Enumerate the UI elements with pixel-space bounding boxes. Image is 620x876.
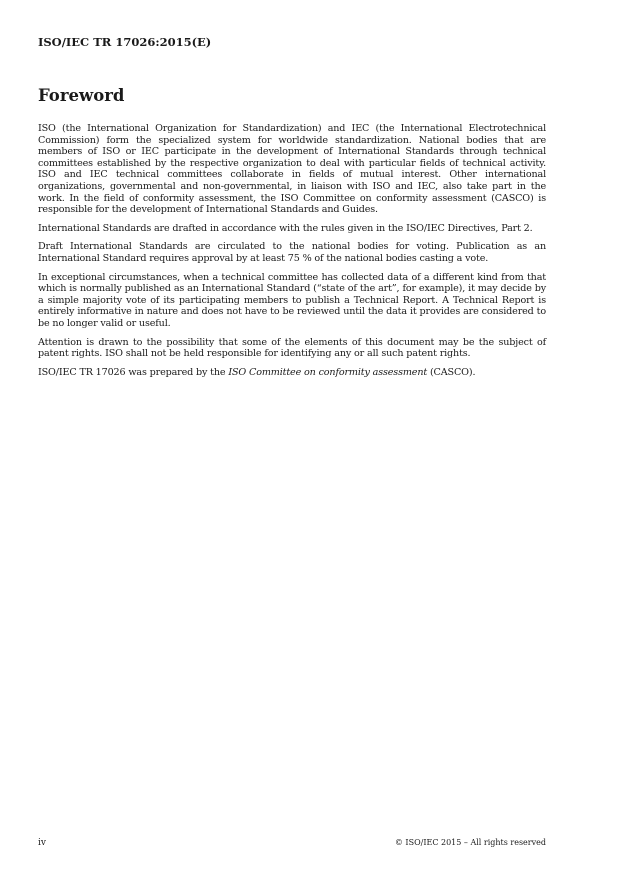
paragraph-organizations: ISO (the International Organization for Standardization) and IEC (the International Electrotechnical Commission) form the specialized system for worldwide standardization. National bodies that are members of ISO or IEC participate in the development of International Standards through technical committees established by the respective organization to deal with particular fields of technical activity. ISO and IEC technical committees collaborate in fields of mutual interest. Other international organizations, governmental and non-governmental, in liaison with ISO and IEC, also take part in the work. In the field of conformity assessment, the ISO Committee on conformity assessment (CASCO) is responsible for the development of International Standards and Guides. [38, 123, 546, 216]
document-identifier: ISO/IEC TR 17026:2015(E) [38, 35, 212, 49]
prepared-by-lead: ISO/IEC TR 17026 was prepared by the [38, 366, 229, 378]
foreword-body [38, 123, 546, 385]
paragraph-drafting-rules: International Standards are drafted in accordance with the rules given in the ISO/IEC Directives, Part 2. [38, 222, 533, 234]
committee-name: ISO Committee on conformity assessment [228, 366, 428, 378]
paragraph-prepared-by [38, 367, 546, 379]
paragraph-patent-rights: Attention is drawn to the possibility that some of the elements of this document may be the subject of patent rights. ISO shall not be held responsible for identifying any or all such patent rights. [38, 336, 546, 360]
section-title: Foreword [38, 86, 125, 105]
paragraph-technical-report: In exceptional circumstances, when a technical committee has collected data of a different kind from that which is normally published as an International Standard (“state of the art”, for example), it may decide by a simple majority vote of its participating members to publish a Technical Report. A Technical Report is entirely informative in nature and does not have to be reviewed until the data it provides are considered to be no longer valid or useful. [38, 271, 546, 329]
page-number: iv [38, 838, 46, 848]
copyright-notice: © ISO/IEC 2015 – All rights reserved [394, 838, 546, 847]
prepared-by-tail: (CASCO). [427, 366, 476, 378]
paragraph-voting: Draft International Standards are circulated to the national bodies for voting. Publication as an International Standard requires approval by at least 75 % of the national bodies casting a vote. [38, 241, 546, 264]
